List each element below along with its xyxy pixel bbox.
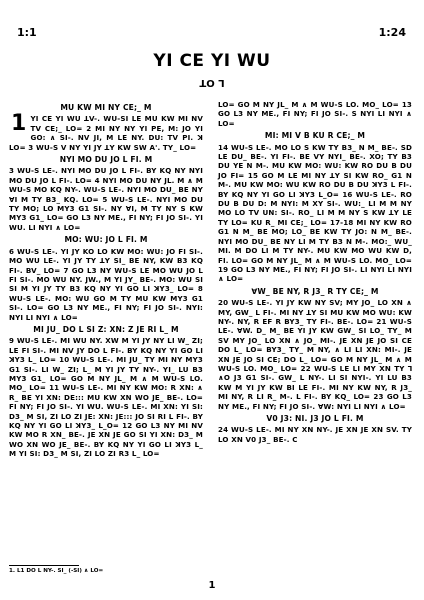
footnote-divider [9,565,79,566]
header-left-reference: 1:1 [17,26,37,39]
paragraph: 20 WU-S LE-. YI JY KW NY SV; MY JO_ LO XN ∧ MY, GW_ L FI-. MI NY ꓕY SI MU KW MO WU: KW NY-. NY, R EF R BY3_ TY FI-. BE-. LO= 21 WU-S LE-. ꓯW. D_ M_ BE YI JY KW GW_ SI LO_ TY_ M SV MY JO_ LO XN ∧ JO_ MI-. JE XN JE JO SI CE DO L_ LO= BY3_ TY_ M NY, ∧ ꓡI ꓡI XN: MI-. JE XN JE JO SI CE; DO L_ LO= GO M NY JL_ M ∧ M WU-S LO. MO_ LO= 22 WU-S LE ꓡI MY XN TY ꓶ ∧O J3 G1 SI-. GW_ L NY-. ꓡI SI NYI-. YI LU B3 KW M YI JY KW BI LE FI-. MI NY KW NY, R J3_ MI NY, R ꓡI R_ M-. L FI-. BY KQ_ LO= 23 GO L3 NY ME., FI NY; FI JO SI-. ꓯW: NYI ꓡI NYI ∧ LO= [218,298,412,411]
book-subtitle: L OT [199,77,225,88]
section-heading: MU KW MI NY CE;_ M [60,103,152,112]
footnote: 1. L1 DO L NY-. SI_ (-SI) ∧ LO= [9,568,104,574]
page-number: 1 [208,580,216,591]
left-text-column [9,100,203,459]
paragraph: 14 WU-S LE-. MO LO S KW TY B3_ N M_ BE-. SD LE DU_ BE-. YI FI-. BE VY NYI_ BE-. XO; TY B3 DU YE N M-. MU KW MO: WU: KW RO DU B DU JO FI= 15 GO M LE MI NY ꓕY SI KW RO_ G1 N M-. MU KW MO: WU KW RO DU B DU ꓘY3 L FI-. BY KQ NY YI GO LI ꓘY3 L_O= 16 WU-S LE-. RO DU B DU D: M NYI: M XY SI-. WU:_ ꓡI M M NY MO LO TV UN: SI-. RO_ ꓡI M M NY S KW ꓕY LE TY LO= KU R_ MI CE;_ LO= 17-18 MI NY KW RO G1 N M_ BE MO; LO_ BE KW TY JO: N M_ BE-. NYI MO DU_ BE NY ꓡI M TY B3 N M-. MO:_ WU_ MI. M DO ꓡI M TY NY-. MU KW MO WU KW D, FI. LO= GO M NY JL_ M ∧ M WU-S LO. MO_ LO= 19 GO L3 NY ME., FI NY; FI JO SI-. ꓡI NYI ꓡI NYI ∧ LO= [218,142,412,284]
section-heading: NYI MO DU JO L FI. M [59,155,153,165]
paragraph: LO= GO M NY JL_ M ∧ M WU-S LO. MO_ LO= 13 GO L3 NY ME., FI NY; FI JO SI-. S NYI ꓡI NYI ∧ LO= [218,100,412,128]
section-heading: MI: MI V B KU R CE;_ M [264,131,366,141]
paragraph [9,111,203,152]
paragraph: 6 WU-S LE-. YI JY KO LO KW MO: WU: JO FI SI-. MO WU LE-. YI JY TY ꓕY SI_ BE NY, KW B3 KQ FI-. BV_ LO= 7 GO L3 NY WU-S LE MO WU JO L FI SI-. MO WU NY. JW., M YI JY_ BE-. MO: WU SI SI M YI JY TY B3 KQ NY YI GO LI ꓘY3_ LO= 8 WU-S LE-. MO: WU GO M TY MU KW MY3 G1 SI-. LO= GO L3 NY ME., FI NY; FI JO SI-. NYI: NYI ꓡI NYI ∧ LO= [9,246,203,322]
section-heading: ꓯW_ BE NY, R J3_ R TY CE;_ M [251,286,379,296]
paragraph-text: YI CE YI WU ꓕV-. WU-SI LE MU KW MI NV TV CE;_ LO= 2 MI NY NY YI PE, M: JO YI GO: ∧ SI-. NV JI, M LE NY. DU: TV PI. ꓘ LO= 3 WU-S V NY YI JY ꓕY KW SW A'. TY_ LO= [9,114,203,152]
book-title: YI CE YI WU [153,51,271,71]
right-text-column [218,100,412,444]
section-heading: V0 J3: NI. J3 JO L FI. M [266,414,364,423]
paragraph: 9 WU-S LE-. MI WU NY. XW M YI JY NY ꓡI W_ ZI; LE FI SI-. MI NV JY DO L FI-. BY KQ NY YI GO LI ꓘY3 L_ LO= 10 WU-S LE-. MI JU_ TY MI NY MY3 G1 SI-. ꓡI W_ ZI; L_ M YI JY TY NY-. YI_ LU B3 MY3 G1_ LO= GO M NY JL_ M ∧ M WU-S LO. MO_ LO= 11 WU-S LE-. MI NY KW MO: R XN: ∧ R_ BE YI XN: DE::: MU KW XN WO JE_ BE-. LO= FI NY; FI JO SI-. YI WU. WU-S LE-. MI XN: YI SI: D3_ M SI, ZI LO ZI JE: XN: JE::: JO SI RI L FI-. BY KQ NY YI GO LI ꓘY3_ L_O= 12 GO L3 NY MI NV KW MO R XN_ BE-. JE XN JE GO SI YI XN: D3_ M WO XN WO JE_ BE-. BY KQ NY YI GO LI ꓘY3 L_ M YI SI: D3_ M SI, ZI LO ZI R3 L_ LO= [9,336,203,459]
paragraph: 3 WU-S LE-. NYI MO DU JO L FI-. BY KQ NY NYI MO DU JO L FI-. LO= 4 NYI MO DU NY JL. M ∧ M WU-S MO KQ NY-. WU-S LE-. NYI MO DU_ BE NY ꓯI M TY B3_ KQ. LO= 5 WU-S LE-. NYI MO DU TY MO; LO MY3 G1 SI-. NY ꓯI, M TY NY S KW MY3 G1_ LO= GO L3 NY ME., FI NY; FI JO SI-. YI WU. ꓡI NYI ∧ LO= [9,166,203,232]
section-heading: MI JU_ DO L SI Z: XN: Z JE RI L_ M [33,324,179,334]
header-right-reference: 1:24 [378,26,406,39]
section-heading: MO: WU: JO L FI. M [64,235,148,245]
chapter-drop-cap: 1 [11,111,27,137]
paragraph: 24 WU-S LE-. MI NY XN NY-. JE XN JE XN SV. TY LO XN V0 J3_ BE-. C [218,425,412,444]
